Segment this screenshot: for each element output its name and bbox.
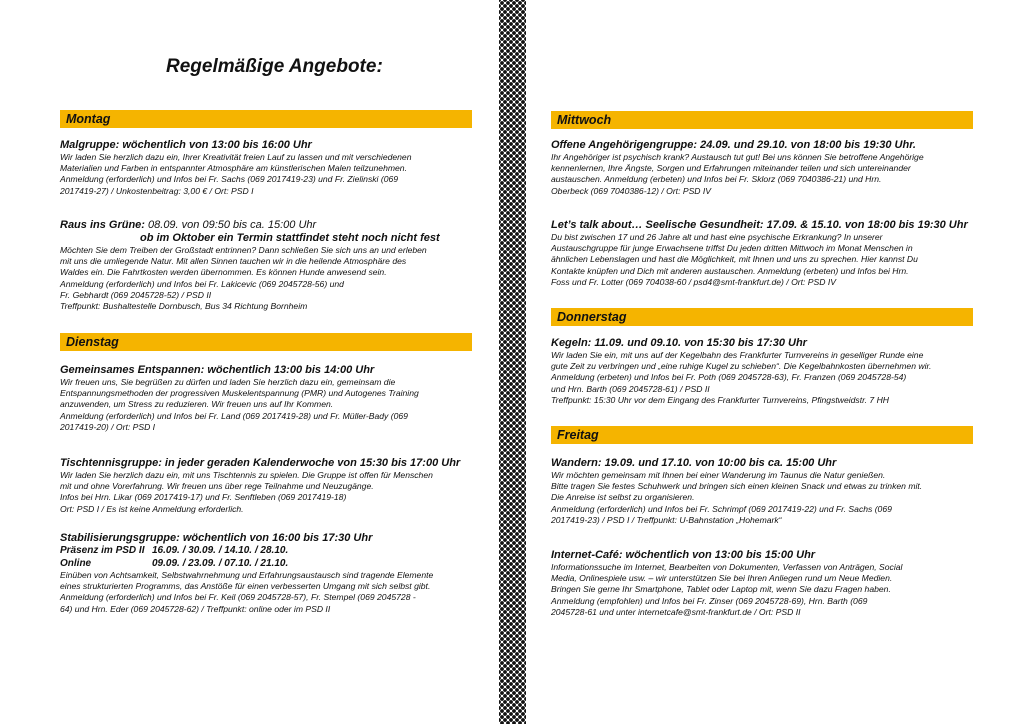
body-line: Anmeldung (erforderlich) und Infos bei Fr. Schrimpf (069 2017419-22) und Fr. Sachs (069 — [551, 503, 892, 514]
entry-lets-talk-about — [551, 219, 973, 288]
entry-body — [551, 152, 973, 197]
body-line: Austauschgruppe für junge Erwachsene triffst Du jeden dritten Mittwoch im Monat Menschen in — [551, 243, 913, 254]
body-line: ähnlichen Lebenslagen und hast die Möglichkeit, mit Ihnen und uns zu sprechen. Hier kannst Du — [551, 254, 918, 265]
body-line: Ort: PSD I / Es ist keine Anmeldung erforderlich. — [60, 503, 244, 514]
dotted-divider — [499, 0, 526, 724]
entry-heading: Kegeln: 11.09. und 09.10. von 15:30 bis 17:30 Uhr — [551, 337, 807, 349]
body-line: 2017419-20) / Ort: PSD I — [60, 421, 156, 432]
body-line: Möchten Sie dem Treiben der Großstadt entrinnen? Dann schließen Sie sich uns an und erleben — [60, 245, 427, 255]
day-header-donnerstag: Donnerstag — [551, 308, 973, 326]
body-line: Anmeldung (erforderlich) und Infos bei Fr. Lakicevic (069 2045728-56) und — [60, 278, 344, 289]
schedule-dates: 09.09. / 23.09. / 07.10. / 21.10. — [152, 557, 289, 569]
entry-wandern — [551, 457, 973, 526]
entry-body — [60, 245, 472, 312]
entry-tischtennisgruppe — [60, 457, 472, 515]
entry-heading: Wandern: 19.09. und 17.10. von 10:00 bis ca. 15:00 Uhr — [551, 457, 837, 469]
body-line: mit und ohne Vorerfahrung. Wir freuen uns über rege Teilnahme und Neuzugänge. — [60, 481, 374, 492]
body-line: Fr. Gebhardt (069 2045728-52) / PSD II — [60, 289, 212, 300]
body-line: 64) und Hrn. Eder (069 2045728-62) / Treffpunkt: online oder im PSD II — [60, 603, 331, 614]
body-line: Die Anreise ist selbst zu organisieren. — [551, 492, 695, 503]
day-header-dienstag: Dienstag — [60, 333, 472, 351]
body-line: 2045728-61 und unter internetcafe@smt-frankfurt.de / Ort: PSD II — [551, 606, 801, 617]
entry-body — [551, 350, 973, 406]
body-line: Media, Onlinespiele usw. – wir unterstützen Sie bei Ihren Anliegen rund um Neue Medien. — [551, 573, 893, 584]
entry-heading: Malgruppe: wöchentlich von 13:00 bis 16:00 Uhr — [60, 139, 312, 151]
body-line: 2017419-27) / Unkostenbeitrag: 3,00 € / Ort: PSD I — [60, 185, 254, 196]
body-line: Anmeldung (erforderlich) und Infos bei Fr. Keil (069 2045728-57), Fr. Stempel (069 2045728 - — [60, 592, 416, 603]
body-line: Foss und Fr. Lotter (069 704038-60 / psd4@smt-frankfurt.de) / Ort: PSD IV — [551, 276, 836, 287]
body-line: Oberbeck (069 7040386-12) / Ort: PSD IV — [551, 185, 712, 196]
entry-kegeln — [551, 337, 973, 406]
body-line: Wir freuen uns, Sie begrüßen zu dürfen und laden Sie herzlich dazu ein, gemeinsam die — [60, 377, 396, 387]
body-line: Infos bei Hrn. Likar (069 2017419-17) und Fr. Senftleben (069 2017419-18) — [60, 492, 347, 503]
body-line: Anmeldung (erforderlich) und Infos bei Fr. Land (069 2017419-28) und Fr. Müller-Bady (069 — [60, 410, 408, 421]
entry-body — [551, 562, 973, 618]
body-line: Kontakte knüpfen und Dich mit anderen austauschen. Anmeldung (erbeten) und Infos bei Hrn. — [551, 265, 909, 276]
day-header-mittwoch: Mittwoch — [551, 111, 973, 129]
entry-angehoerigengruppe — [551, 139, 973, 197]
entry-internet-cafe — [551, 549, 973, 618]
entry-heading: Stabilisierungsgruppe: wöchentlich von 16:00 bis 17:30 Uhr — [60, 532, 373, 544]
body-line: Wir möchten gemeinsam mit Ihnen bei einer Wanderung im Taunus die Natur genießen. — [551, 470, 886, 480]
body-line: Treffpunkt: 15:30 Uhr vor dem Eingang des Frankfurter Turnvereins, Pfingstweidstr. 7 HH — [551, 394, 890, 405]
entry-body — [551, 470, 973, 526]
body-line: kennenlernen, Ihre Ängste, Sorgen und Erfahrungen miteinander teilen und sich untereinander — [551, 163, 911, 174]
body-line: anzuwenden, um Stress zu reduzieren. Wir freuen uns auf Ihr Kommen. — [60, 399, 334, 410]
entry-heading-bold: Raus ins Grüne: — [60, 219, 145, 231]
entry-body — [551, 232, 973, 288]
body-line: mit uns die umliegende Natur. Mit allen Sinnen tauchen wir in die heilende Atmosphäre des — [60, 256, 407, 267]
body-line: Entspannungsmethoden der progressiven Muskelentspannung (PMR) und Autogenes Training — [60, 388, 419, 399]
entry-heading: Internet-Café: wöchentlich von 13:00 bis 15:00 Uhr — [551, 549, 816, 561]
body-line: Anmeldung (erbeten) und Infos bei Fr. Poth (069 2045728-63), Fr. Franzen (069 2045728-54) — [551, 372, 907, 383]
entry-heading: Tischtennisgruppe: in jeder geraden Kalenderwoche von 15:30 bis 17:00 Uhr — [60, 457, 461, 469]
entry-heading: Gemeinsames Entspannen: wöchentlich 13:00 bis 14:00 Uhr — [60, 364, 375, 376]
body-line: Anmeldung (empfohlen) und Infos bei Fr. Zinser (069 2045728-69), Hrn. Barth (069 — [551, 595, 868, 606]
entry-heading-rest: 08.09. von 09:50 bis ca. 15:00 Uhr — [144, 219, 317, 231]
schedule-label: Online — [60, 557, 92, 569]
body-line: Wir laden Sie ein, mit uns auf der Kegelbahn des Frankfurter Turnvereins in geselliger Runde eine — [551, 350, 924, 360]
body-line: gute Zeit zu verbringen und „eine ruhige Kugel zu schieben“. Die Kegelbahnkosten übernehmen wir. — [551, 361, 932, 372]
body-line: und Hrn. Barth (069 2045728-61) / PSD II — [551, 383, 710, 394]
entry-heading — [60, 219, 472, 232]
entry-raus-ins-gruene — [60, 219, 472, 312]
entry-heading-note: ob im Oktober ein Termin stattfindet steht noch nicht fest — [140, 232, 440, 244]
schedule-label: Präsenz im PSD II — [60, 545, 145, 556]
entry-body — [60, 377, 472, 433]
schedule-row-praesenz — [60, 545, 472, 558]
entry-stabilisierungsgruppe — [60, 532, 472, 615]
body-line: Informationssuche im Internet, Bearbeiten von Dokumenten, Verfassen von Anträgen, Social — [551, 562, 903, 572]
entry-body — [60, 570, 472, 615]
body-line: Du bist zwischen 17 und 26 Jahre alt und hast eine psychische Erkrankung? In unserer — [551, 232, 883, 242]
body-line: Ihr Angehöriger ist psychisch krank? Austausch tut gut! Bei uns können Sie betroffene Angehörige — [551, 152, 924, 162]
body-line: eines strukturierten Programms, das Anstöße für einen verbesserten Umgang mit sich selbst gibt. — [60, 581, 431, 592]
body-line: Materialien und Farben in entspannter Atmosphäre am künstlerischen Malen teilzunehmen. — [60, 163, 407, 174]
body-line: austauschen. Anmeldung (erbeten) und Infos bei Fr. Sklorz (069 7040386-21) und Hrn. — [551, 174, 882, 185]
entry-malgruppe — [60, 139, 472, 197]
entry-heading: Let’s talk about… Seelische Gesundheit: 17.09. & 15.10. von 18:00 bis 19:30 Uhr — [551, 219, 968, 231]
day-header-freitag: Freitag — [551, 426, 973, 444]
body-line: Waldes ein. Die Fahrtkosten werden übernommen. Es können Hunde anwesend sein. — [60, 267, 387, 278]
schedule-dates: 16.09. / 30.09. / 14.10. / 28.10. — [152, 545, 289, 556]
page-title: Regelmäßige Angebote: — [166, 56, 383, 77]
body-line: Bitte tragen Sie festes Schuhwerk und bringen sich einen kleinen Snack und etwas zu trinken mit. — [551, 481, 923, 492]
entry-body — [60, 152, 472, 197]
entry-body — [60, 470, 472, 515]
body-line: 2017419-23) / PSD I / Treffpunkt: U-Bahnstation „Hohemark“ — [551, 514, 782, 525]
entry-gemeinsames-entspannen — [60, 364, 472, 433]
body-line: Wir laden Sie herzlich dazu ein, Ihrer Kreativität freien Lauf zu lassen und mit verschiedenen — [60, 152, 412, 162]
schedule-row-online — [60, 558, 472, 571]
entry-heading: Offene Angehörigengruppe: 24.09. und 29.10. von 18:00 bis 19:30 Uhr. — [551, 139, 916, 151]
body-line: Wir laden Sie herzlich dazu ein, mit uns Tischtennis zu spielen. Die Gruppe ist offen für Menschen — [60, 470, 433, 480]
body-line: Anmeldung (erforderlich) und Infos bei Fr. Sachs (069 2017419-23) und Fr. Zielinski (069 — [60, 174, 399, 185]
body-line: Bringen Sie gerne Ihr Smartphone, Tablet oder Laptop mit, wenn Sie dazu Fragen haben. — [551, 584, 891, 595]
body-line: Einüben von Achtsamkeit, Selbstwahrnehmung und Erfahrungsaustausch sind tragende Elemente — [60, 570, 434, 580]
day-header-montag: Montag — [60, 110, 472, 128]
body-line: Treffpunkt: Bushaltestelle Dornbusch, Bus 34 Richtung Bornheim — [60, 301, 308, 312]
